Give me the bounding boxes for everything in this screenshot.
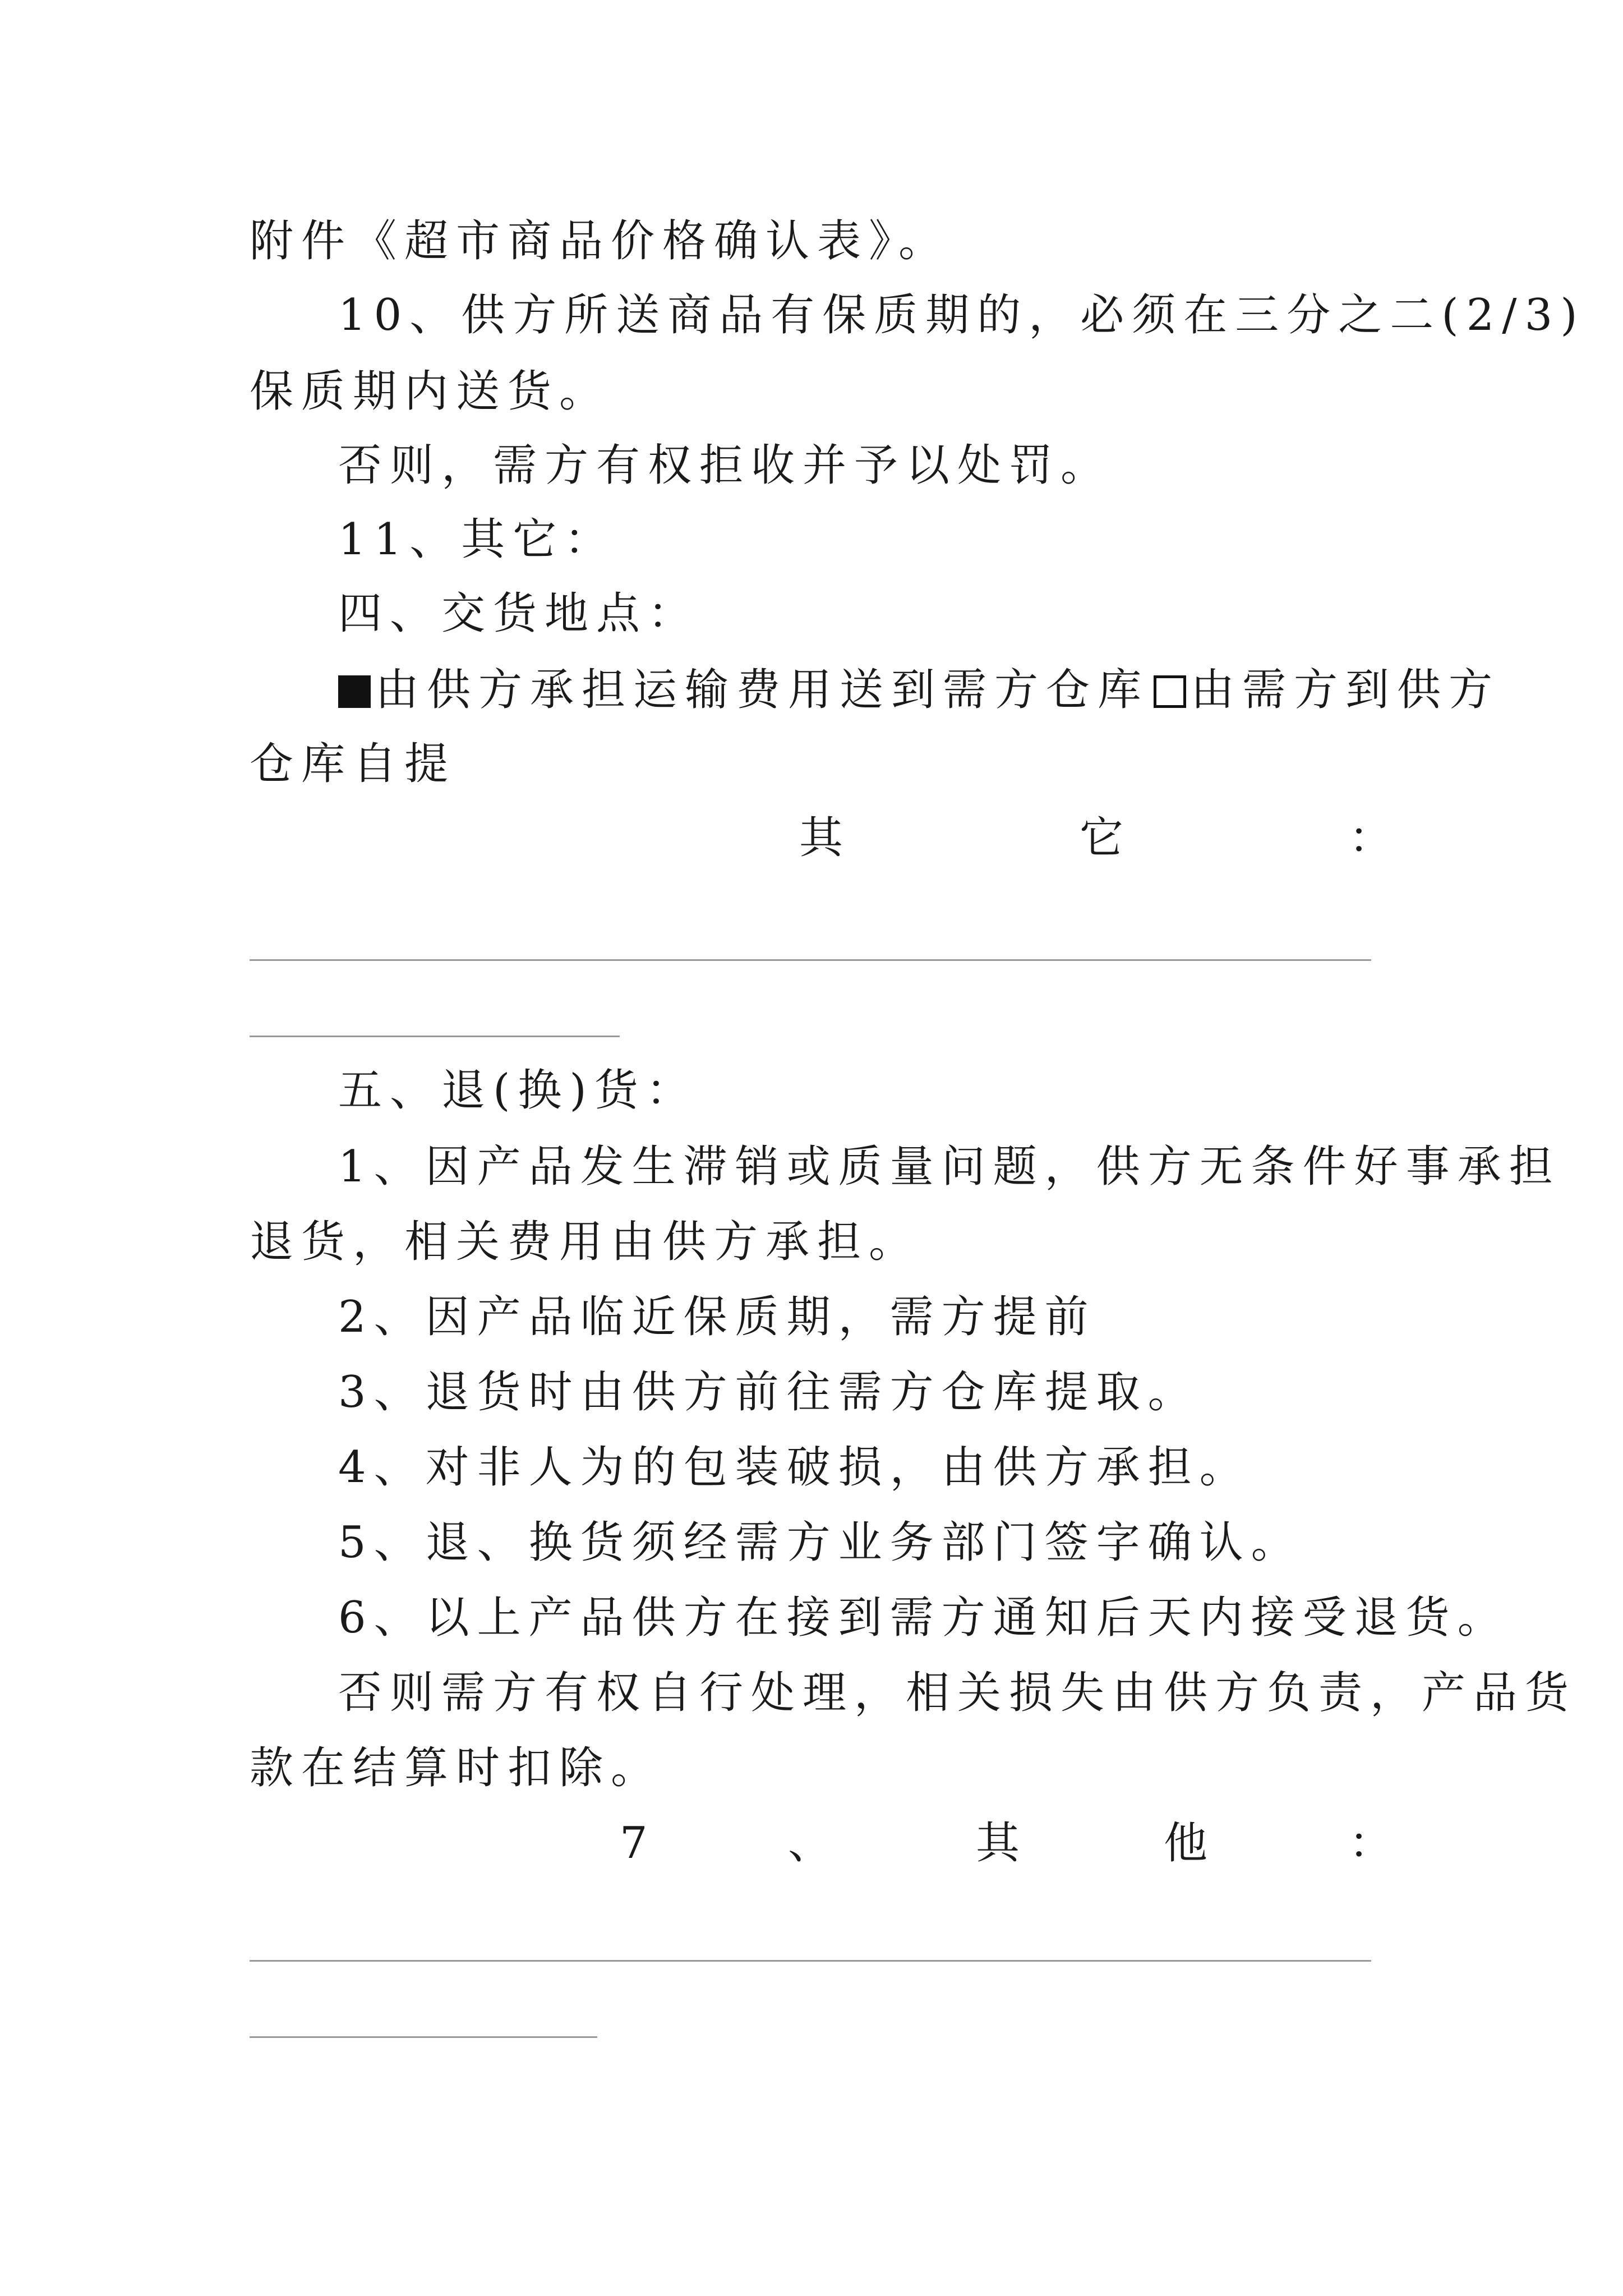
return-clause-3: 3、退货时由供方前往需方仓库提取。 [338, 1367, 1200, 1418]
return-clause-5: 5、退、换货须经需方业务部门签字确认。 [338, 1517, 1303, 1568]
unchecked-box-icon[interactable] [1154, 675, 1186, 708]
blank-fill-line [250, 1960, 1371, 1962]
return-clause-2: 2、因产品临近保质期，需方提前 [338, 1292, 1096, 1342]
delivery-option-pickup: 由需方到供方 [1191, 665, 1501, 715]
delivery-option-pickup-cont: 仓库自提 [250, 739, 457, 789]
clause-7-char-2: 他 [1164, 1818, 1208, 1869]
blank-fill-line [250, 959, 1371, 961]
return-note-line-1: 否则需方有权自行处理，相关损失由供方负责，产品货 [338, 1668, 1577, 1718]
section-5-heading: 五、退(换)货： [338, 1065, 698, 1116]
other-colon: ： [1349, 813, 1393, 863]
other-char-1: 其 [799, 813, 843, 863]
blank-fill-line-short [250, 1036, 620, 1037]
delivery-options [338, 662, 1500, 718]
delivery-option-supplier: 由供方承担运输费用送到需方仓库 [375, 665, 1150, 715]
clause-7-number: 7 [620, 1818, 648, 1869]
return-clause-1-line-2: 退货，相关费用由供方承担。 [250, 1217, 921, 1267]
return-clause-6: 6、以上产品供方在接到需方通知后天内接受退货。 [338, 1593, 1509, 1643]
clause-10-note: 否则，需方有权拒收并予以处罚。 [338, 440, 1113, 491]
return-clause-4: 4、对非人为的包装破损，由供方承担。 [338, 1442, 1251, 1493]
clause-11: 11、其它： [338, 514, 616, 565]
section-4-heading: 四、交货地点： [338, 588, 700, 639]
clause-10-line-2: 保质期内送货。 [250, 366, 611, 417]
clause-7-colon: ： [1349, 1818, 1393, 1869]
clause-7-char-1: 其 [976, 1818, 1020, 1869]
return-note-line-2: 款在结算时扣除。 [250, 1743, 663, 1793]
clause-10-line-1: 10、供方所送商品有保质期的，必须在三分之二(2/3) [338, 290, 1585, 341]
checked-box-icon[interactable] [338, 675, 371, 708]
clause-7-sep: 、 [788, 1818, 832, 1869]
other-char-2: 它 [1080, 813, 1124, 863]
blank-fill-line-short [250, 2036, 597, 2038]
text-line: 附件《超市商品价格确认表》。 [250, 216, 951, 266]
return-clause-1-line-1: 1、因产品发生滞销或质量问题，供方无条件好事承担 [338, 1142, 1561, 1192]
